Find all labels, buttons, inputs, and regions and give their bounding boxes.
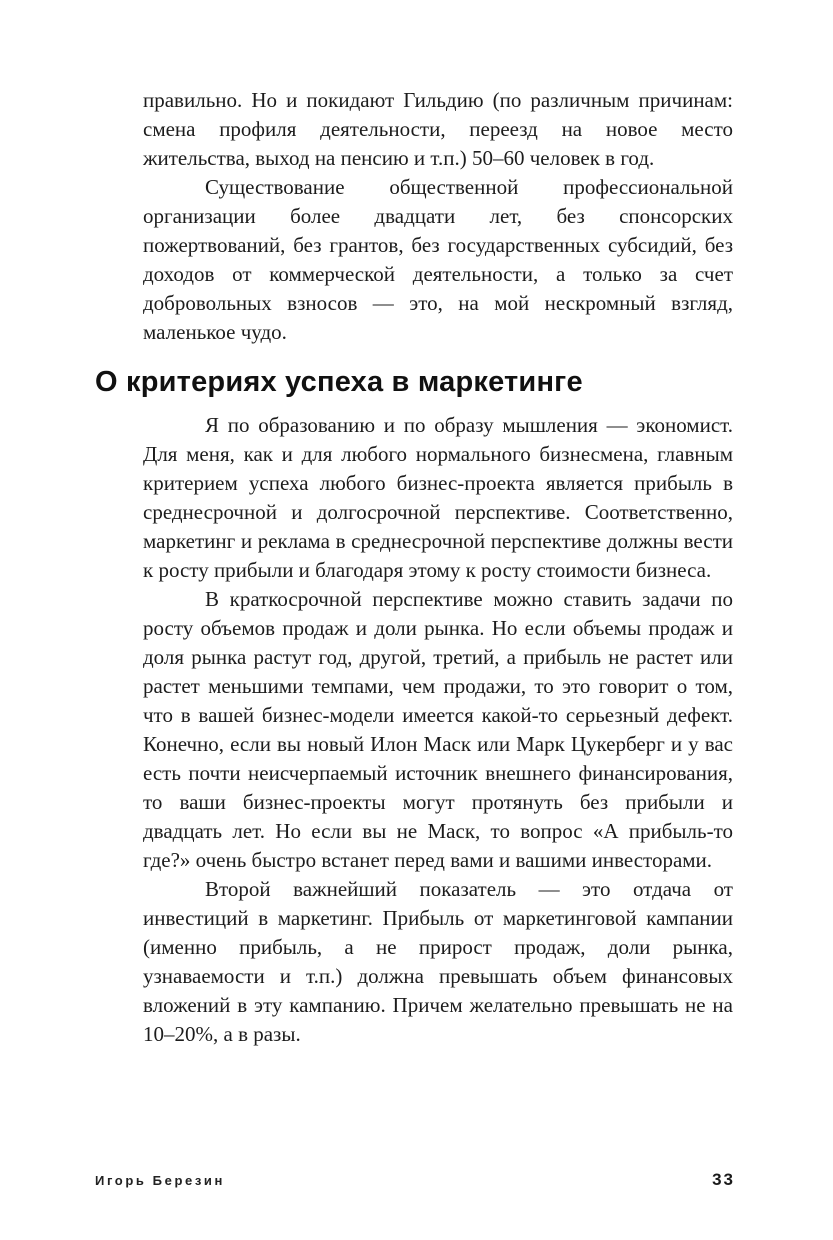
body-paragraph: Второй важнейший показатель — это отдача от инвестиций в маркетинг. Прибыль от маркетинговой кампании (именно прибыль, а не прирост продаж, доли рынка, узнаваемости и т.п.) должна превышать объем финансовых вложений в эту кампанию. Причем желательно превышать не на 10–20%, а в разы. bbox=[143, 877, 733, 1046]
section-heading: О критериях успеха в маркетинге bbox=[95, 366, 583, 398]
body-paragraph: В краткосрочной перспективе можно ставить задачи по росту объемов продаж и доли рынка. Но если объемы продаж и доля рынка растут год, другой, третий, а прибыль не растет или растет меньшими темпами, чем продажи, то это говорит о том, что в вашей бизнес-модели имеется какой-то серьезный дефект. Конечно, если вы новый Илон Маск или Марк Цукерберг и у вас есть почти неисчерпаемый источник внешнего финансирования, то ваши бизнес-проекты могут протянуть без прибыли и двадцать лет. Но если вы не Маск, то вопрос «А прибыль-то где?» очень быстро встанет перед вами и вашими инвесторами. bbox=[143, 587, 733, 872]
body-paragraph: Я по образованию и по образу мышления — экономист. Для меня, как и для любого нормального бизнесмена, главным критерием успеха любого бизнес-проекта является прибыль в среднесрочной и долгосрочной перспективе. Соответственно, маркетинг и реклама в среднесрочной перспективе должны вести к росту прибыли и благодаря этому к росту стоимости бизнеса. bbox=[143, 413, 733, 582]
body-paragraph: Существование общественной профессиональной организации более двадцати лет, без спонсорских пожертвований, без грантов, без государственных субсидий, без доходов от коммерческой деятельности, а только за счет добровольных взносов — это, на мой нескромный взгляд, маленькое чудо. bbox=[143, 175, 733, 344]
page-footer bbox=[95, 1170, 735, 1190]
footer-author-name: Игорь Березин bbox=[95, 1173, 225, 1188]
page-text-block bbox=[95, 86, 733, 1049]
body-paragraph: правильно. Но и покидают Гильдию (по различным причинам: смена профиля деятельности, переезд на новое место жительства, выход на пенсию и т.п.) 50–60 человек в год. bbox=[143, 88, 733, 170]
footer-page-number: 33 bbox=[712, 1170, 735, 1189]
